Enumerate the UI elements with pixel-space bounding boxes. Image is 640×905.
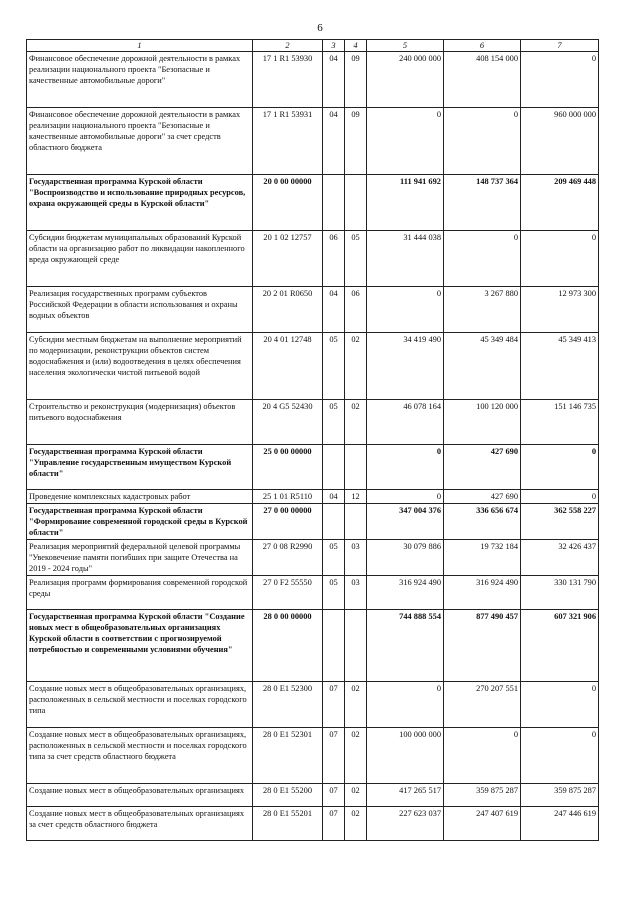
target-code: 25 1 01 R5110 <box>253 490 323 504</box>
target-code: 17 1 R1 53930 <box>253 52 323 108</box>
amount-year-2: 359 875 287 <box>444 784 521 807</box>
section-code: 05 <box>323 333 345 400</box>
table-row <box>27 728 599 784</box>
section-code: 07 <box>323 682 345 728</box>
table-row <box>27 576 599 610</box>
amount-year-2: 877 490 457 <box>444 610 521 682</box>
amount-year-2: 427 690 <box>444 490 521 504</box>
program-row <box>27 610 599 682</box>
amount-year-3: 0 <box>521 682 599 728</box>
target-code: 28 0 E1 55201 <box>253 807 323 841</box>
row-name: Государственная программа Курской области "Воспроизводство и использование природных ресурсов, охрана окружающей среды в Курской области" <box>27 175 253 231</box>
amount-year-1: 31 444 038 <box>367 231 444 287</box>
section-code: 06 <box>323 231 345 287</box>
subsection-code: 03 <box>345 576 367 610</box>
section-code: 04 <box>323 108 345 175</box>
amount-year-1: 34 419 490 <box>367 333 444 400</box>
amount-year-3: 362 558 227 <box>521 504 599 540</box>
column-header: 7 <box>521 40 599 52</box>
column-header: 2 <box>253 40 323 52</box>
amount-year-3: 359 875 287 <box>521 784 599 807</box>
target-code: 20 4 G5 52430 <box>253 400 323 445</box>
amount-year-1: 0 <box>367 490 444 504</box>
target-code: 27 0 08 R2990 <box>253 540 323 576</box>
table-row <box>27 540 599 576</box>
amount-year-1: 240 000 000 <box>367 52 444 108</box>
subsection-code: 09 <box>345 52 367 108</box>
subsection-code: 09 <box>345 108 367 175</box>
section-code <box>323 175 345 231</box>
subsection-code: 02 <box>345 333 367 400</box>
subsection-code: 02 <box>345 784 367 807</box>
column-header: 1 <box>27 40 253 52</box>
amount-year-1: 100 000 000 <box>367 728 444 784</box>
subsection-code: 06 <box>345 287 367 333</box>
target-code: 20 0 00 00000 <box>253 175 323 231</box>
column-header: 5 <box>367 40 444 52</box>
row-name: Субсидии бюджетам муниципальных образований Курской области на организацию работ по ликвидации накопленного вреда окружающей среде <box>27 231 253 287</box>
row-name: Государственная программа Курской области "Создание новых мест в общеобразовательных организациях Курской области в соответствии с прогнозируемой потребностью и современными условиями обучения" <box>27 610 253 682</box>
amount-year-1: 0 <box>367 682 444 728</box>
amount-year-2: 3 267 880 <box>444 287 521 333</box>
amount-year-2: 247 407 619 <box>444 807 521 841</box>
table-row <box>27 333 599 400</box>
amount-year-1: 227 623 037 <box>367 807 444 841</box>
section-code: 07 <box>323 784 345 807</box>
amount-year-2: 45 349 484 <box>444 333 521 400</box>
target-code: 27 0 00 00000 <box>253 504 323 540</box>
budget-table <box>26 39 599 841</box>
amount-year-3: 209 469 448 <box>521 175 599 231</box>
page-number: 6 <box>317 22 323 34</box>
amount-year-2: 148 737 364 <box>444 175 521 231</box>
amount-year-3: 0 <box>521 231 599 287</box>
amount-year-1: 46 078 164 <box>367 400 444 445</box>
section-code: 05 <box>323 540 345 576</box>
amount-year-2: 336 656 674 <box>444 504 521 540</box>
subsection-code <box>345 504 367 540</box>
amount-year-3: 45 349 413 <box>521 333 599 400</box>
section-code: 05 <box>323 576 345 610</box>
target-code: 25 0 00 00000 <box>253 445 323 490</box>
amount-year-3: 247 446 619 <box>521 807 599 841</box>
target-code: 28 0 E1 55200 <box>253 784 323 807</box>
amount-year-1: 111 941 692 <box>367 175 444 231</box>
amount-year-2: 270 207 551 <box>444 682 521 728</box>
section-code <box>323 445 345 490</box>
subsection-code <box>345 175 367 231</box>
table-row <box>27 231 599 287</box>
amount-year-3: 0 <box>521 52 599 108</box>
subsection-code: 05 <box>345 231 367 287</box>
amount-year-3: 0 <box>521 445 599 490</box>
table-row <box>27 52 599 108</box>
amount-year-2: 427 690 <box>444 445 521 490</box>
table-row <box>27 807 599 841</box>
target-code: 20 4 01 12748 <box>253 333 323 400</box>
amount-year-2: 100 120 000 <box>444 400 521 445</box>
section-code: 04 <box>323 287 345 333</box>
subsection-code <box>345 445 367 490</box>
subsection-code: 12 <box>345 490 367 504</box>
target-code: 20 1 02 12757 <box>253 231 323 287</box>
subsection-code: 03 <box>345 540 367 576</box>
amount-year-3: 0 <box>521 728 599 784</box>
target-code: 27 0 F2 55550 <box>253 576 323 610</box>
section-code: 07 <box>323 728 345 784</box>
amount-year-2: 0 <box>444 728 521 784</box>
table-row <box>27 287 599 333</box>
amount-year-2: 0 <box>444 231 521 287</box>
table-row <box>27 784 599 807</box>
subsection-code: 02 <box>345 682 367 728</box>
target-code: 20 2 01 R0650 <box>253 287 323 333</box>
amount-year-1: 347 004 376 <box>367 504 444 540</box>
section-code: 04 <box>323 52 345 108</box>
program-row <box>27 175 599 231</box>
section-code <box>323 610 345 682</box>
amount-year-2: 408 154 000 <box>444 52 521 108</box>
amount-year-1: 0 <box>367 287 444 333</box>
header-row <box>27 40 599 52</box>
program-row <box>27 445 599 490</box>
amount-year-3: 960 000 000 <box>521 108 599 175</box>
amount-year-1: 744 888 554 <box>367 610 444 682</box>
row-name: Создание новых мест в общеобразовательных организациях, расположенных в сельской местности и поселках городского типа <box>27 682 253 728</box>
row-name: Государственная программа Курской области "Управление государственным имуществом Курской области" <box>27 445 253 490</box>
row-name: Строительство и реконструкция (модернизация) объектов питьевого водоснабжения <box>27 400 253 445</box>
column-header: 4 <box>345 40 367 52</box>
amount-year-3: 151 146 735 <box>521 400 599 445</box>
subsection-code: 02 <box>345 728 367 784</box>
row-name: Реализация государственных программ субъектов Российской Федерации в области использования и охраны водных объектов <box>27 287 253 333</box>
amount-year-3: 607 321 906 <box>521 610 599 682</box>
target-code: 28 0 00 00000 <box>253 610 323 682</box>
amount-year-1: 30 079 886 <box>367 540 444 576</box>
row-name: Проведение комплексных кадастровых работ <box>27 490 253 504</box>
row-name: Государственная программа Курской области "Формирование современной городской среды в Курской области" <box>27 504 253 540</box>
amount-year-3: 32 426 437 <box>521 540 599 576</box>
amount-year-3: 330 131 790 <box>521 576 599 610</box>
row-name: Финансовое обеспечение дорожной деятельности в рамках реализации национального проекта "Безопасные и качественные автомобильные дороги" за счет средств областного бюджета <box>27 108 253 175</box>
amount-year-2: 316 924 490 <box>444 576 521 610</box>
table-row <box>27 108 599 175</box>
amount-year-2: 19 732 184 <box>444 540 521 576</box>
row-name: Создание новых мест в общеобразовательных организациях, расположенных в сельской местности и поселках городского типа за счет средств областного бюджета <box>27 728 253 784</box>
row-name: Реализация программ формирования современной городской среды <box>27 576 253 610</box>
target-code: 17 1 R1 53931 <box>253 108 323 175</box>
target-code: 28 0 E1 52301 <box>253 728 323 784</box>
amount-year-1: 316 924 490 <box>367 576 444 610</box>
table-row <box>27 400 599 445</box>
column-header: 3 <box>323 40 345 52</box>
amount-year-1: 0 <box>367 445 444 490</box>
amount-year-3: 12 973 300 <box>521 287 599 333</box>
row-name: Реализация мероприятий федеральной целевой программы "Увековечение памяти погибших при защите Отечества на 2019 - 2024 годы" <box>27 540 253 576</box>
subsection-code <box>345 610 367 682</box>
section-code <box>323 504 345 540</box>
row-name: Субсидии местным бюджетам на выполнение мероприятий по модернизации, реконструкции объектов систем водоснабжения и (или) водоотведения в целях обеспечения населения экологически чистой питьевой водой <box>27 333 253 400</box>
table-row <box>27 682 599 728</box>
section-code: 07 <box>323 807 345 841</box>
row-name: Финансовое обеспечение дорожной деятельности в рамках реализации национального проекта "Безопасные и качественные автомобильные дороги" <box>27 52 253 108</box>
subsection-code: 02 <box>345 807 367 841</box>
program-row <box>27 504 599 540</box>
amount-year-3: 0 <box>521 490 599 504</box>
target-code: 28 0 E1 52300 <box>253 682 323 728</box>
amount-year-1: 417 265 517 <box>367 784 444 807</box>
table-row <box>27 490 599 504</box>
column-header: 6 <box>444 40 521 52</box>
amount-year-1: 0 <box>367 108 444 175</box>
row-name: Создание новых мест в общеобразовательных организациях за счет средств областного бюджета <box>27 807 253 841</box>
subsection-code: 02 <box>345 400 367 445</box>
row-name: Создание новых мест в общеобразовательных организациях <box>27 784 253 807</box>
section-code: 04 <box>323 490 345 504</box>
amount-year-2: 0 <box>444 108 521 175</box>
section-code: 05 <box>323 400 345 445</box>
